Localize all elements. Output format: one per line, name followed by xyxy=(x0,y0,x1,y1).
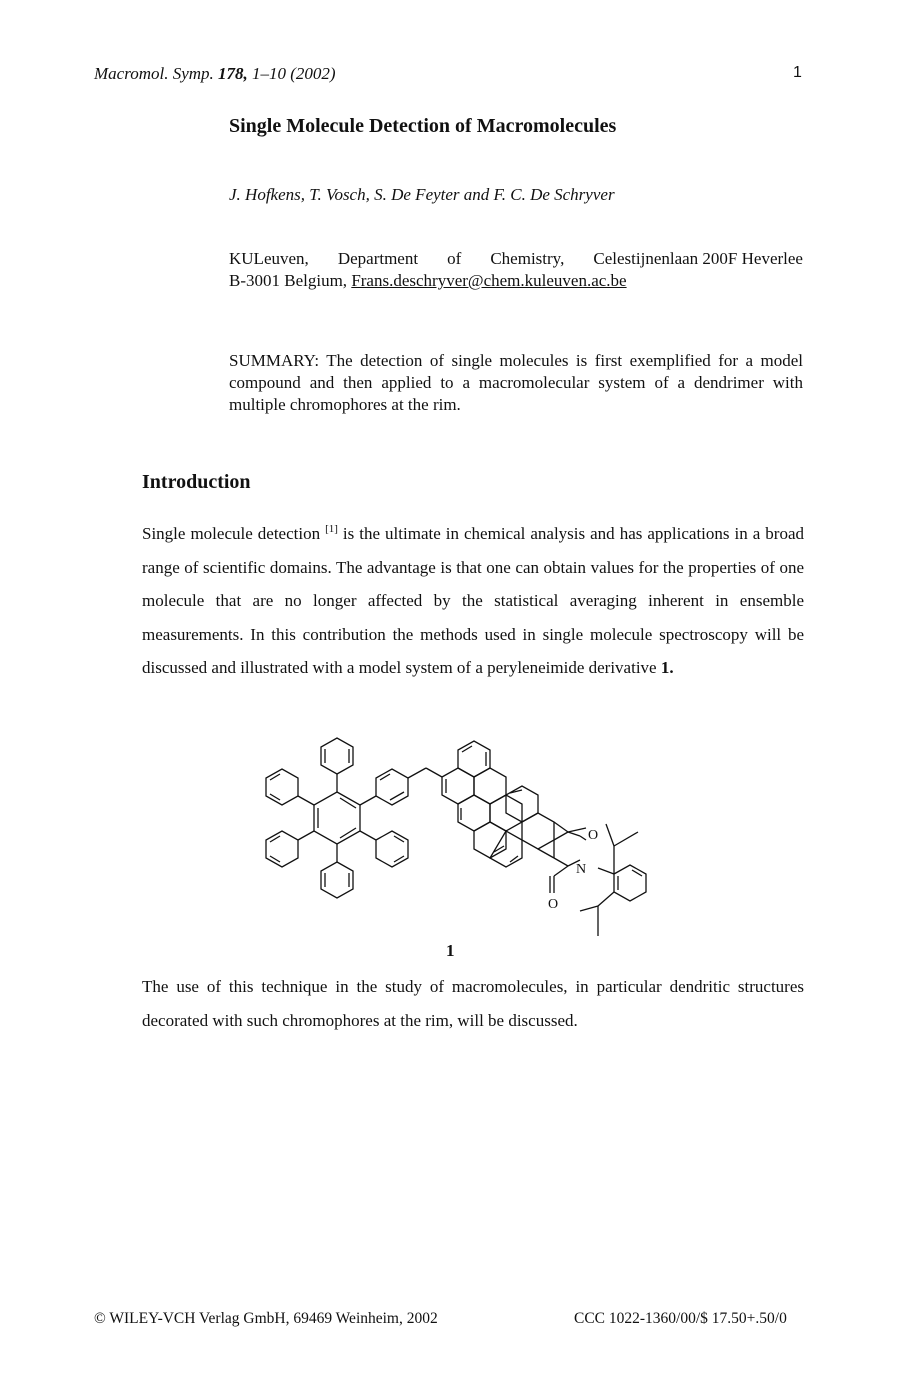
email-link[interactable]: Frans.deschryver@chem.kuleuven.ac.be xyxy=(351,271,627,290)
summary-abstract: SUMMARY: The detection of single molecules is first exemplified for a model compound and then applied to a macromolecular system of a dendrimer with multiple chromophores at the rim. xyxy=(229,351,803,414)
copyright-footer: © WILEY-VCH Verlag GmbH, 69469 Weinheim, 2002 xyxy=(94,1310,438,1327)
intro-paragraph-1 xyxy=(142,517,804,685)
perylene-ring-b xyxy=(458,741,490,777)
p1-text-b: is the ultimate in chemical analysis and has applications in a broad range of scientific domains. The advantage is that one can obtain values for the properties of one molecule that are no longer affected by the statistical averaging inherent in ensemble measurements. In this contribution the methods used in single molecule spectroscopy will be discussed and illustrated with a model system of a peryleneimide derivative xyxy=(142,524,805,677)
central-benzene-ring xyxy=(314,792,360,844)
phenyl-ring-upper-left xyxy=(266,769,298,805)
affiliation-word: Chemistry, xyxy=(490,249,565,268)
phenyl-ring-top xyxy=(321,738,353,774)
compound-label: 1 xyxy=(446,941,455,960)
perylene-ring-g xyxy=(522,813,554,849)
oxygen-label-bottom: O xyxy=(548,897,559,912)
perylene-ring-a xyxy=(442,768,474,804)
affiliation-line-2 xyxy=(229,270,803,292)
affiliation-word: KULeuven, xyxy=(229,249,309,268)
journal-pages-year: 1–10 (2002) xyxy=(252,64,336,83)
section-heading-introduction: Introduction xyxy=(142,471,251,493)
journal-volume: 178, xyxy=(218,64,248,83)
ccc-code-footer: CCC 1022-1360/00/$ 17.50+.50/0 xyxy=(574,1310,787,1327)
perylene-ring-d xyxy=(458,795,490,831)
paper-title: Single Molecule Detection of Macromolecules xyxy=(229,115,617,137)
p1-text-a: Single molecule detection xyxy=(142,524,326,543)
affiliation-word: of xyxy=(447,249,462,268)
affiliation-address: B-3001 Belgium, xyxy=(229,271,352,290)
phenyl-ring-bottom xyxy=(321,862,353,898)
page-number: 1 xyxy=(793,64,802,81)
affiliation-word: Department xyxy=(337,249,419,268)
phenyl-ring-lower-left xyxy=(266,831,298,867)
phenyl-ring-lower-right xyxy=(376,831,408,867)
author-list: J. Hofkens, T. Vosch, S. De Feyter and F. C. De Schryver xyxy=(229,185,615,204)
nitrogen-label: N xyxy=(576,862,587,877)
chemical-structure-diagram xyxy=(250,728,650,940)
perylene-ring-c xyxy=(474,768,506,804)
compound-ref: 1. xyxy=(660,658,674,677)
intro-paragraph-2: The use of this technique in the study of macromolecules, in particular dendritic structures decorated with such chromophores at the rim, will be discussed. xyxy=(142,977,804,1030)
affiliation-word: Celestijnenlaan 200F Heverlee xyxy=(593,249,803,268)
oxygen-label-top: O xyxy=(588,828,599,843)
affiliation-line-1 xyxy=(229,248,803,270)
citation-ref-1[interactable]: [1] xyxy=(325,523,338,535)
aryl-ring-n-substituent xyxy=(614,865,646,901)
affiliation xyxy=(229,248,803,292)
journal-name: Macromol. Symp. xyxy=(94,64,214,83)
journal-citation xyxy=(94,64,336,84)
